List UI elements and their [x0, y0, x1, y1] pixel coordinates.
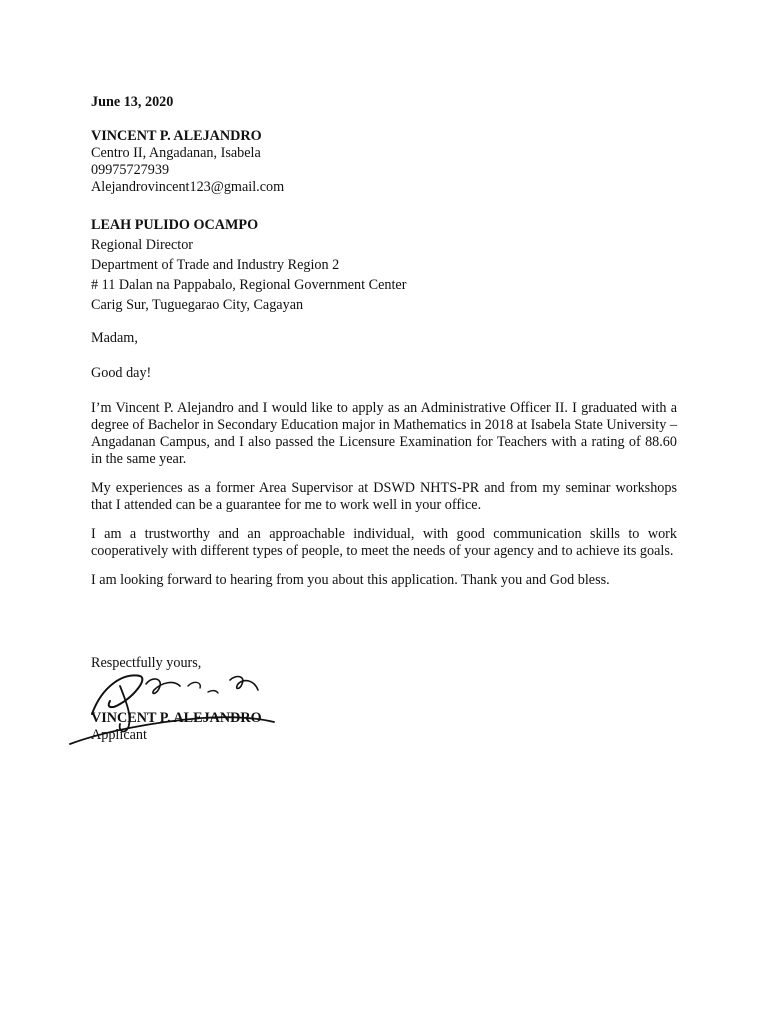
paragraph-intro: I’m Vincent P. Alejandro and I would like to apply as an Administrative Officer II. I graduated with a degree of Bachelor in Secondary Education major in Mathematics in 2018 at Isabela State University – Angadanan Campus, and I also passed the Licensure Examination for Teachers with a rating of 88.60 in the same year.	[91, 400, 677, 467]
sender-address: Centro II, Angadanan, Isabela	[91, 145, 261, 161]
salutation: Madam,	[91, 330, 138, 346]
letter-date: June 13, 2020	[91, 94, 174, 110]
recipient-office: Department of Trade and Industry Region 2	[91, 257, 340, 273]
sender-block	[91, 128, 677, 196]
signer-name: VINCENT P. ALEJANDRO	[91, 710, 262, 726]
recipient-address-line1: # 11 Dalan na Pappabalo, Regional Government Center	[91, 277, 407, 293]
recipient-name: LEAH PULIDO OCAMPO	[91, 217, 259, 233]
sender-name: VINCENT P. ALEJANDRO	[91, 128, 262, 144]
date-block	[91, 94, 677, 111]
handwritten-signature	[62, 646, 282, 746]
greeting: Good day!	[91, 365, 152, 381]
signer-title: Applicant	[91, 727, 147, 743]
letter-body	[91, 94, 677, 589]
recipient-position: Regional Director	[91, 237, 194, 253]
sender-email: Alejandrovincent123@gmail.com	[91, 179, 285, 195]
closing-phrase: Respectfully yours,	[91, 655, 202, 671]
sender-phone: 09975727939	[91, 162, 170, 178]
paragraph-closing: I am looking forward to hearing from you about this application. Thank you and God bless.	[91, 572, 610, 588]
recipient-block	[91, 215, 677, 315]
paragraph-qualities: I am a trustworthy and an approachable individual, with good communication skills to work cooperatively with different types of people, to meet the needs of your agency and to achieve its goals.	[91, 526, 677, 559]
recipient-address-line2: Carig Sur, Tuguegarao City, Cagayan	[91, 297, 304, 313]
paragraph-experience: My experiences as a former Area Supervisor at DSWD NHTS-PR and from my seminar workshops that I attended can be a guarantee for me to work well in your office.	[91, 480, 677, 513]
